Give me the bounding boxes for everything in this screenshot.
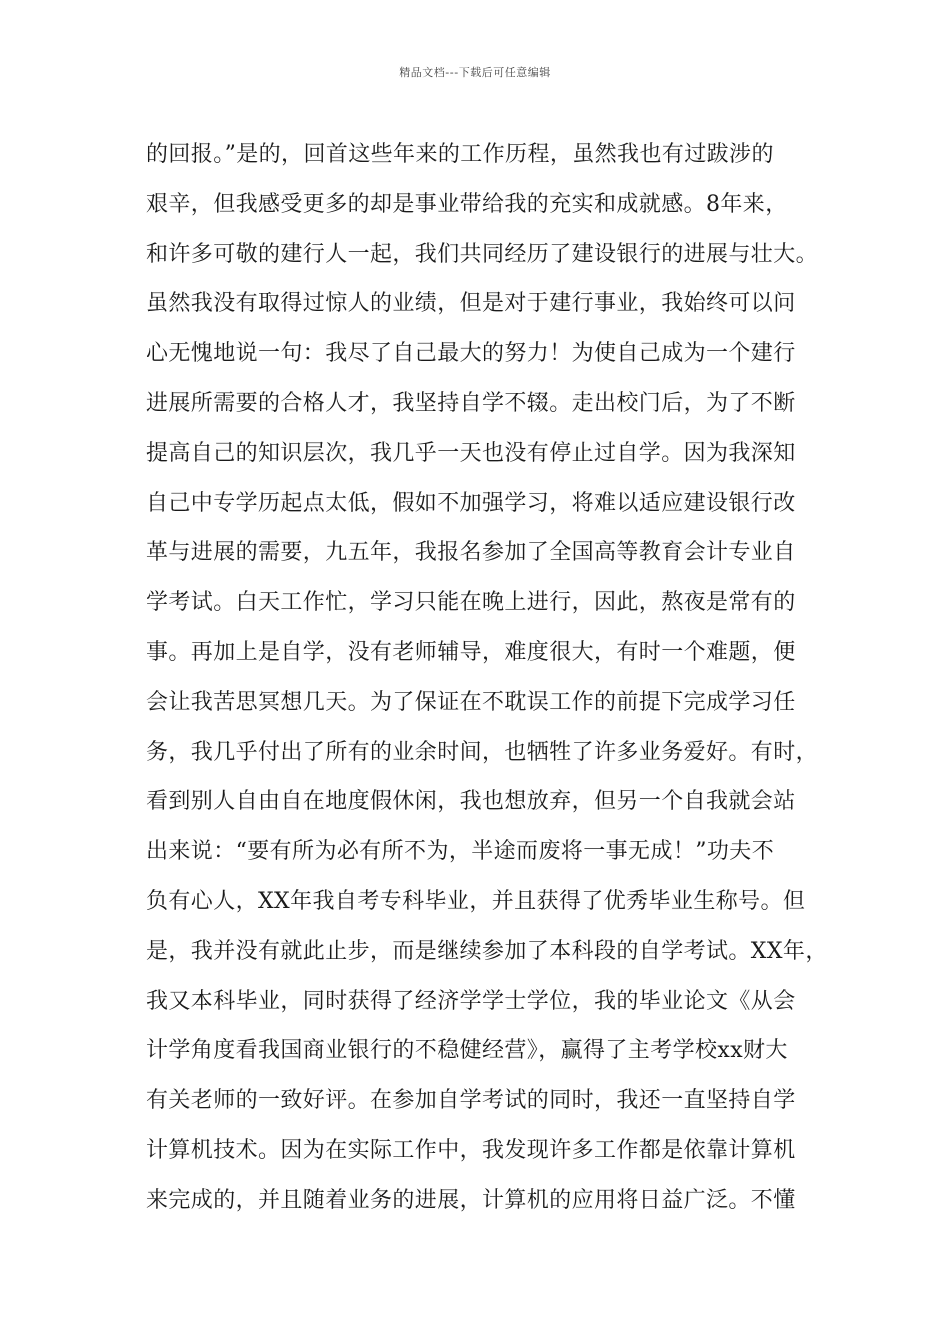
text-line: 负有心人，XX年我自考专科毕业，并且获得了优秀毕业生称号。但 [146,888,806,914]
text-line: 出来说：“要有所为必有所不为，半途而废将一事无成！”功夫不 [146,839,775,865]
text-line: 的回报。”是的，回首这些年来的工作历程，虽然我也有过跋涉的 [146,142,774,167]
text-line: 来完成的，并且随着业务的进展，计算机的应用将日益广泛。不懂 [146,1187,796,1213]
text-line: 艰辛，但我感受更多的却是事业带给我的充实和成就感。8年来， [146,191,788,217]
text-line: 学考试。白天工作忙，学习只能在晚上进行，因此，熬夜是常有的 [146,590,796,616]
text-line: 自己中专学历起点太低，假如不加强学习，将难以适应建设银行改 [146,490,796,516]
text-line: 会让我苦思冥想几天。为了保证在不耽误工作的前提下完成学习任 [146,689,796,715]
text-line: 我又本科毕业，同时获得了经济学学士学位，我的毕业论文《从会 [146,988,796,1014]
text-line: 进展所需要的合格人才，我坚持自学不辍。走出校门后，为了不断 [146,390,796,416]
text-line: 务，我几乎付出了所有的业余时间，也牺牲了许多业务爱好。有时， [146,739,819,765]
body-text [146,130,836,1226]
text-line: 有关老师的一致好评。在参加自学考试的同时，我还一直坚持自学 [146,1088,796,1114]
text-line: 事。再加上是自学，没有老师辅导，难度很大，有时一个难题，便 [146,639,796,665]
page-header: 精品文档---下载后可任意编辑 [399,66,551,79]
text-line: 提高自己的知识层次，我几乎一天也没有停止过自学。因为我深知 [146,440,796,466]
text-line: 心无愧地说一句：我尽了自己最大的努力！为使自己成为一个建行 [146,341,796,367]
text-line: 是，我并没有就此止步，而是继续参加了本科段的自学考试。XX年， [146,938,828,964]
text-line: 计学角度看我国商业银行的不稳健经营》，赢得了主考学校xx财大 [146,1038,788,1064]
text-line: 看到别人自由自在地度假休闲，我也想放弃，但另一个自我就会站 [146,789,796,815]
text-line: 虽然我没有取得过惊人的业绩，但是对于建行事业，我始终可以问 [146,291,796,317]
text-line: 革与进展的需要，九五年，我报名参加了全国高等教育会计专业自 [146,540,796,566]
text-line: 计算机技术。因为在实际工作中，我发现许多工作都是依靠计算机 [146,1137,796,1163]
text-line: 和许多可敬的建行人一起，我们共同经历了建设银行的进展与壮大。 [146,241,819,267]
